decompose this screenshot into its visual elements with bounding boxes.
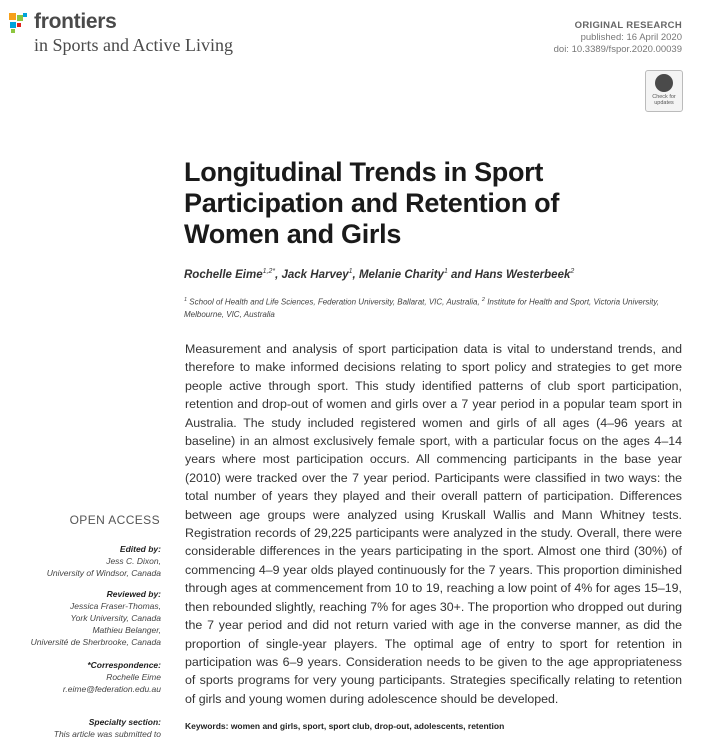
logo-brand: frontiers (34, 10, 117, 33)
author-name[interactable]: Hans Westerbeek (474, 268, 571, 281)
check-updates-icon (655, 74, 673, 92)
author-sup: 2 (570, 268, 575, 275)
editor-name: Jess C. Dixon, (106, 556, 161, 566)
author-sup: 1 (348, 268, 353, 275)
article-header-info (554, 20, 682, 56)
reviewer-affiliation: York University, Canada (70, 613, 161, 623)
keywords: Keywords: women and girls, sport, sport club, drop-out, adolescents, retention (185, 721, 505, 731)
abstract: Measurement and analysis of sport participation data is vital to understand trends, and therefore to make informed decisions relating to sport policy and strategies to get more people active through sport. This study identified patterns of club sport participation, retention and drop-out of women and girls over a 7 year period in a popular team sport in Australia. The study included registered women and girls of all ages (4–96 years at baseline) in an almost exclusively female sport, with a particular focus on the ages 4–14 years where most participation occurs. All commencing participants in the base year (2010) were tracked over the 7 year period. Participants were classified in two ways: the total number of years they played and their overall pattern of participation. Differences between age groups were analyzed using Kruskall Wallis and Mann Whitney tests. Registration records of 29,225 participants were analyzed in the study. Overall, there were considerable differences in the years participating in the sport. Almost one third (30%) of commencing 4–9 year olds played continuously for the 7 years. This proportion diminished through ages at commencement from 10 to 19, reaching a low point of 4% for ages 15–19, then rebounded slightly, reaching 7% for ages 30+. The proportion who dropped out during the 7 year period and did not return varied with age in the converse manner, as did the proportion of single-year players. The optimal age of entry to sport for retention in participation was 6–9 years. Consideration needs to be given to the age appropriateness of sports programs for very young participants. Strategies specifically relating to retention of girls and young women during adolescence should be developed. (185, 342, 682, 706)
published-date: published: 16 April 2020 (580, 32, 682, 43)
author-list: Rochelle Eime$^{1,2*}$, Jack Harvey$^1$, Melanie Charity$^1$ and Hans Westerbeek$^2$ (184, 268, 575, 281)
author-name[interactable]: Rochelle Eime (184, 268, 263, 281)
edited-by-section (47, 543, 161, 579)
reviewer-affiliation: Université de Sherbrooke, Canada (30, 637, 161, 647)
check-updates-line1: Check for (652, 94, 676, 100)
article-type: ORIGINAL RESEARCH (574, 20, 682, 31)
frontiers-logo-icon (8, 12, 30, 34)
specialty-heading: Specialty section: (88, 717, 161, 727)
correspondence-section (63, 659, 161, 695)
reviewed-by-section (31, 588, 161, 648)
correspondence-email[interactable]: r.eime@federation.edu.au (62, 684, 161, 694)
author-name[interactable]: Jack Harvey (281, 268, 349, 281)
edited-by-heading: Edited by: (119, 544, 161, 554)
specialty-text: This article was submitted to (53, 729, 161, 739)
reviewed-by-heading: Reviewed by: (106, 589, 161, 599)
journal-logo[interactable] (8, 10, 258, 60)
article-title: Longitudinal Trends in Sport Participation and Retention of Women and Girls (184, 157, 560, 249)
reviewer-name: Mathieu Belanger, (92, 625, 161, 635)
reviewer-name: Jessica Fraser-Thomas, (69, 601, 161, 611)
correspondence-name: Rochelle Eime (106, 672, 161, 682)
affil-num: 2 (481, 297, 485, 303)
affiliation-1: School of Health and Life Sciences, Federation University, Ballarat, VIC, Australia, (189, 297, 480, 307)
affil-num: 1 (184, 297, 188, 303)
open-access-label: OPEN ACCESS (69, 513, 160, 527)
affiliation-2: Institute for Health and Sport, Victoria University, Melbourne, VIC, Australia (184, 297, 659, 320)
author-name[interactable]: Melanie Charity (358, 268, 444, 281)
author-sup: 1,2* (262, 268, 276, 275)
journal-name: in Sports and Active Living (34, 35, 233, 55)
doi-link[interactable]: doi: 10.3389/fspor.2020.00039 (553, 44, 682, 55)
affiliations (184, 294, 684, 322)
check-updates-line2: updates (654, 100, 674, 106)
author-sup: 1 (443, 268, 448, 275)
correspondence-heading: *Correspondence: (87, 660, 161, 670)
specialty-section (54, 716, 161, 740)
check-for-updates-button[interactable] (645, 70, 683, 112)
editor-affiliation: University of Windsor, Canada (46, 568, 161, 578)
